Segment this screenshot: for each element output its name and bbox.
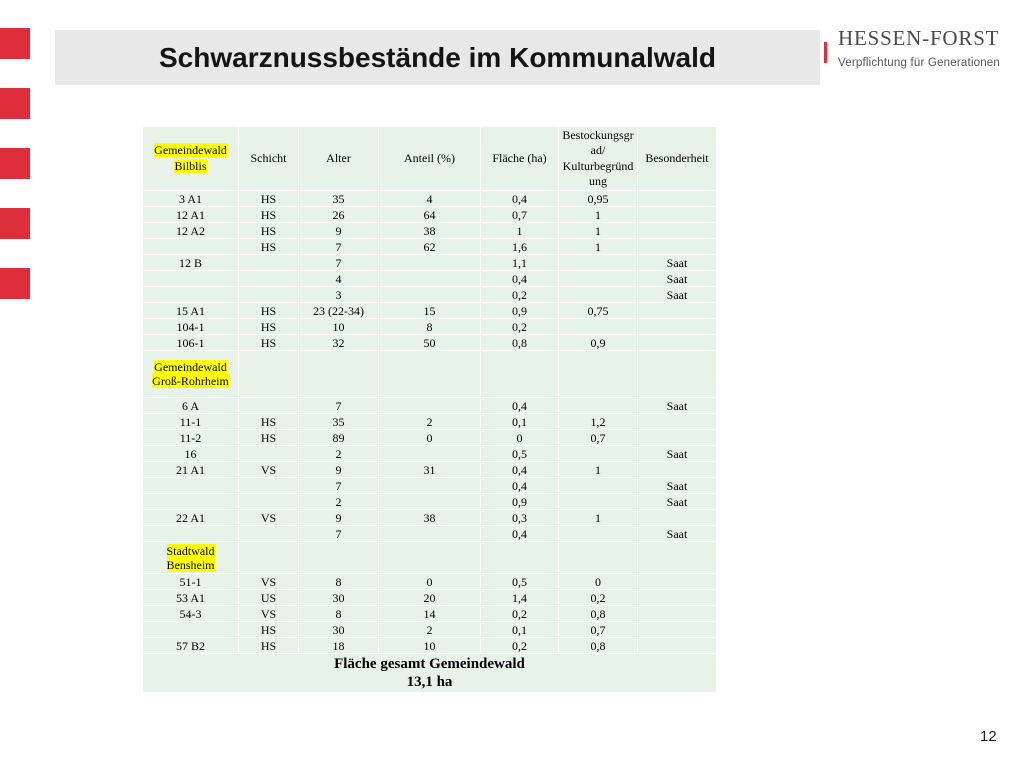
table-row <box>143 462 717 478</box>
stand-id-cell <box>143 526 239 542</box>
stand-id-cell <box>143 478 239 494</box>
remark-cell <box>638 191 717 207</box>
share-cell: 38 <box>379 510 481 526</box>
area-cell: 0,4 <box>481 478 559 494</box>
remark-cell <box>638 335 717 351</box>
layer-cell: US <box>239 590 299 606</box>
table-row <box>143 622 717 638</box>
table-row <box>143 287 717 303</box>
empty-cell <box>239 351 299 398</box>
area-cell: 0,3 <box>481 510 559 526</box>
total-row <box>143 654 717 693</box>
remark-cell <box>638 414 717 430</box>
stand-id-cell <box>143 271 239 287</box>
highlighted-district-label: Stadtwald Bensheim <box>166 543 215 572</box>
layer-cell: HS <box>239 622 299 638</box>
empty-cell <box>239 542 299 574</box>
layer-cell <box>239 255 299 271</box>
layer-cell: HS <box>239 223 299 239</box>
empty-cell <box>379 542 481 574</box>
table-row <box>143 303 717 319</box>
district-group-row <box>143 542 717 574</box>
empty-cell <box>638 351 717 398</box>
page-number: 12 <box>980 728 997 745</box>
stand-id-cell: 6 A <box>143 398 239 414</box>
stocking-degree-cell: 0,2 <box>559 590 638 606</box>
share-cell: 0 <box>379 430 481 446</box>
district-label-cell <box>143 351 239 398</box>
share-cell <box>379 271 481 287</box>
area-cell: 0,7 <box>481 207 559 223</box>
stand-id-cell <box>143 494 239 510</box>
side-accent-block <box>0 88 30 119</box>
stand-id-cell: 51-1 <box>143 574 239 590</box>
stocking-degree-cell: 1 <box>559 207 638 223</box>
remark-cell: Saat <box>638 255 717 271</box>
stand-id-cell: 57 B2 <box>143 638 239 654</box>
table-body <box>143 191 717 654</box>
table-row <box>143 335 717 351</box>
layer-cell <box>239 271 299 287</box>
header-label: Fläche (ha) <box>492 150 547 165</box>
stocking-degree-cell: 1 <box>559 462 638 478</box>
stand-id-cell: 106-1 <box>143 335 239 351</box>
remark-cell <box>638 319 717 335</box>
share-cell: 2 <box>379 414 481 430</box>
header-label: Besonderheit <box>645 150 709 165</box>
area-cell: 0,2 <box>481 287 559 303</box>
stand-id-cell: 12 B <box>143 255 239 271</box>
remark-cell <box>638 606 717 622</box>
area-cell: 1,6 <box>481 239 559 255</box>
header-flaeche <box>481 127 559 191</box>
empty-cell <box>379 351 481 398</box>
table-row <box>143 494 717 510</box>
stand-id-cell: 15 A1 <box>143 303 239 319</box>
remark-cell: Saat <box>638 526 717 542</box>
stocking-degree-cell <box>559 255 638 271</box>
age-cell: 89 <box>299 430 379 446</box>
empty-cell <box>299 351 379 398</box>
age-cell: 7 <box>299 398 379 414</box>
header-forest-district <box>143 127 239 191</box>
table-row <box>143 526 717 542</box>
logo-wordmark: HESSEN-FORST <box>838 26 1000 50</box>
share-cell <box>379 287 481 303</box>
layer-cell <box>239 446 299 462</box>
layer-cell: HS <box>239 303 299 319</box>
table-foot <box>143 654 717 693</box>
side-accent-block <box>0 28 30 59</box>
table-row <box>143 590 717 606</box>
stand-id-cell: 3 A1 <box>143 191 239 207</box>
age-cell: 7 <box>299 255 379 271</box>
age-cell: 23 (22-34) <box>299 303 379 319</box>
stocking-degree-cell <box>559 478 638 494</box>
table-header-row <box>143 127 717 191</box>
stand-id-cell: 53 A1 <box>143 590 239 606</box>
total-cell <box>143 654 717 693</box>
layer-cell: VS <box>239 606 299 622</box>
area-cell: 0,2 <box>481 606 559 622</box>
remark-cell: Saat <box>638 271 717 287</box>
stocking-degree-cell: 0,95 <box>559 191 638 207</box>
age-cell: 3 <box>299 287 379 303</box>
area-cell: 0,5 <box>481 574 559 590</box>
share-cell: 38 <box>379 223 481 239</box>
remark-cell <box>638 223 717 239</box>
layer-cell <box>239 494 299 510</box>
empty-cell <box>481 351 559 398</box>
layer-cell: HS <box>239 207 299 223</box>
stocking-degree-cell: 1 <box>559 510 638 526</box>
side-accent-block <box>0 268 30 299</box>
table-row <box>143 606 717 622</box>
stocking-degree-cell <box>559 287 638 303</box>
highlighted-district-label: Gemeindewald Groß-Rohrheim <box>152 360 229 388</box>
layer-cell: HS <box>239 335 299 351</box>
age-cell: 7 <box>299 239 379 255</box>
stand-id-cell <box>143 287 239 303</box>
age-cell: 30 <box>299 590 379 606</box>
logo-accent-mark <box>824 42 827 63</box>
area-cell: 0,4 <box>481 398 559 414</box>
header-label: Bestockungsgrad/ Kulturbegründung <box>562 127 634 188</box>
stocking-degree-cell: 0 <box>559 574 638 590</box>
table-row <box>143 207 717 223</box>
share-cell <box>379 255 481 271</box>
stocking-degree-cell: 0,7 <box>559 430 638 446</box>
area-cell: 1,1 <box>481 255 559 271</box>
remark-cell <box>638 574 717 590</box>
area-cell: 0 <box>481 430 559 446</box>
layer-cell: VS <box>239 510 299 526</box>
header-schicht <box>239 127 299 191</box>
table-row <box>143 478 717 494</box>
stocking-degree-cell <box>559 319 638 335</box>
stocking-degree-cell: 1 <box>559 239 638 255</box>
share-cell: 20 <box>379 590 481 606</box>
share-cell <box>379 478 481 494</box>
empty-cell <box>638 542 717 574</box>
share-cell: 14 <box>379 606 481 622</box>
table-row <box>143 239 717 255</box>
table-row <box>143 414 717 430</box>
layer-cell: HS <box>239 430 299 446</box>
remark-cell: Saat <box>638 478 717 494</box>
remark-cell <box>638 303 717 319</box>
age-cell: 2 <box>299 494 379 510</box>
stand-id-cell: 11-2 <box>143 430 239 446</box>
age-cell: 10 <box>299 319 379 335</box>
share-cell: 15 <box>379 303 481 319</box>
share-cell: 4 <box>379 191 481 207</box>
area-cell: 0,1 <box>481 414 559 430</box>
empty-cell <box>559 542 638 574</box>
share-cell: 62 <box>379 239 481 255</box>
stocking-degree-cell: 0,7 <box>559 622 638 638</box>
remark-cell <box>638 638 717 654</box>
stocking-degree-cell: 0,75 <box>559 303 638 319</box>
layer-cell: VS <box>239 574 299 590</box>
logo-tagline: Verpflichtung für Generationen <box>838 57 1000 69</box>
header-label: Alter <box>326 150 351 165</box>
age-cell: 7 <box>299 526 379 542</box>
area-cell: 0,4 <box>481 271 559 287</box>
age-cell: 35 <box>299 191 379 207</box>
share-cell <box>379 446 481 462</box>
layer-cell: VS <box>239 462 299 478</box>
share-cell <box>379 494 481 510</box>
layer-cell: HS <box>239 414 299 430</box>
area-cell: 0,1 <box>481 622 559 638</box>
area-cell: 0,4 <box>481 526 559 542</box>
total-label: Fläche gesamt Gemeindewald <box>334 656 525 672</box>
table-head <box>143 127 717 191</box>
share-cell: 50 <box>379 335 481 351</box>
walnut-stands-table <box>142 126 717 693</box>
age-cell: 8 <box>299 574 379 590</box>
layer-cell <box>239 526 299 542</box>
layer-cell <box>239 287 299 303</box>
area-cell: 0,4 <box>481 462 559 478</box>
side-accent-block <box>0 208 30 239</box>
table-row <box>143 255 717 271</box>
remark-cell <box>638 430 717 446</box>
district-label-cell <box>143 542 239 574</box>
age-cell: 4 <box>299 271 379 287</box>
table-row <box>143 430 717 446</box>
layer-cell: HS <box>239 239 299 255</box>
age-cell: 9 <box>299 223 379 239</box>
area-cell: 1 <box>481 223 559 239</box>
share-cell: 10 <box>379 638 481 654</box>
header-label: Schicht <box>250 150 287 165</box>
stand-id-cell: 104-1 <box>143 319 239 335</box>
stocking-degree-cell <box>559 271 638 287</box>
area-cell: 0,5 <box>481 446 559 462</box>
remark-cell <box>638 462 717 478</box>
empty-cell <box>299 542 379 574</box>
age-cell: 18 <box>299 638 379 654</box>
header-besonderheit <box>638 127 717 191</box>
age-cell: 35 <box>299 414 379 430</box>
remark-cell <box>638 510 717 526</box>
share-cell: 2 <box>379 622 481 638</box>
remark-cell: Saat <box>638 287 717 303</box>
header-alter <box>299 127 379 191</box>
table-row <box>143 574 717 590</box>
age-cell: 7 <box>299 478 379 494</box>
stand-id-cell <box>143 622 239 638</box>
age-cell: 9 <box>299 510 379 526</box>
remark-cell <box>638 622 717 638</box>
stocking-degree-cell: 0,8 <box>559 638 638 654</box>
area-cell: 0,8 <box>481 335 559 351</box>
stocking-degree-cell <box>559 494 638 510</box>
table-row <box>143 223 717 239</box>
table-row <box>143 191 717 207</box>
table-row <box>143 446 717 462</box>
stocking-degree-cell <box>559 446 638 462</box>
share-cell: 8 <box>379 319 481 335</box>
empty-cell <box>481 542 559 574</box>
area-cell: 0,2 <box>481 319 559 335</box>
remark-cell <box>638 207 717 223</box>
stocking-degree-cell <box>559 526 638 542</box>
layer-cell: HS <box>239 638 299 654</box>
table-row <box>143 319 717 335</box>
remark-cell: Saat <box>638 446 717 462</box>
share-cell: 0 <box>379 574 481 590</box>
layer-cell <box>239 398 299 414</box>
layer-cell: HS <box>239 191 299 207</box>
share-cell: 31 <box>379 462 481 478</box>
area-cell: 0,9 <box>481 303 559 319</box>
layer-cell <box>239 478 299 494</box>
stocking-degree-cell <box>559 398 638 414</box>
table-row <box>143 271 717 287</box>
header-label: Anteil (%) <box>404 150 455 165</box>
stand-id-cell: 21 A1 <box>143 462 239 478</box>
slide-title: Schwarznussbestände im Kommunalwald <box>158 41 717 73</box>
stand-id-cell: 54-3 <box>143 606 239 622</box>
stocking-degree-cell: 1 <box>559 223 638 239</box>
highlighted-district-label: Gemeindewald Bilblis <box>154 143 227 173</box>
side-accent-block <box>0 148 30 179</box>
share-cell: 64 <box>379 207 481 223</box>
table-row <box>143 638 717 654</box>
stand-id-cell: 12 A1 <box>143 207 239 223</box>
age-cell: 8 <box>299 606 379 622</box>
age-cell: 30 <box>299 622 379 638</box>
stand-id-cell: 16 <box>143 446 239 462</box>
header-bestockungsgrad <box>559 127 638 191</box>
stand-id-cell: 22 A1 <box>143 510 239 526</box>
share-cell <box>379 526 481 542</box>
hessen-forst-logo <box>824 24 1014 74</box>
empty-cell <box>559 351 638 398</box>
table-row <box>143 398 717 414</box>
title-bar <box>55 30 820 85</box>
layer-cell: HS <box>239 319 299 335</box>
age-cell: 2 <box>299 446 379 462</box>
stocking-degree-cell: 1,2 <box>559 414 638 430</box>
area-cell: 0,2 <box>481 638 559 654</box>
age-cell: 32 <box>299 335 379 351</box>
age-cell: 9 <box>299 462 379 478</box>
share-cell <box>379 398 481 414</box>
age-cell: 26 <box>299 207 379 223</box>
table-row <box>143 510 717 526</box>
remark-cell: Saat <box>638 398 717 414</box>
total-value: 13,1 ha <box>406 674 453 690</box>
area-cell: 0,4 <box>481 191 559 207</box>
area-cell: 0,9 <box>481 494 559 510</box>
remark-cell: Saat <box>638 494 717 510</box>
stand-id-cell <box>143 239 239 255</box>
stand-id-cell: 11-1 <box>143 414 239 430</box>
area-cell: 1,4 <box>481 590 559 606</box>
stocking-degree-cell: 0,9 <box>559 335 638 351</box>
remark-cell <box>638 239 717 255</box>
stand-id-cell: 12 A2 <box>143 223 239 239</box>
district-group-row <box>143 351 717 398</box>
remark-cell <box>638 590 717 606</box>
header-anteil <box>379 127 481 191</box>
stocking-degree-cell: 0,8 <box>559 606 638 622</box>
